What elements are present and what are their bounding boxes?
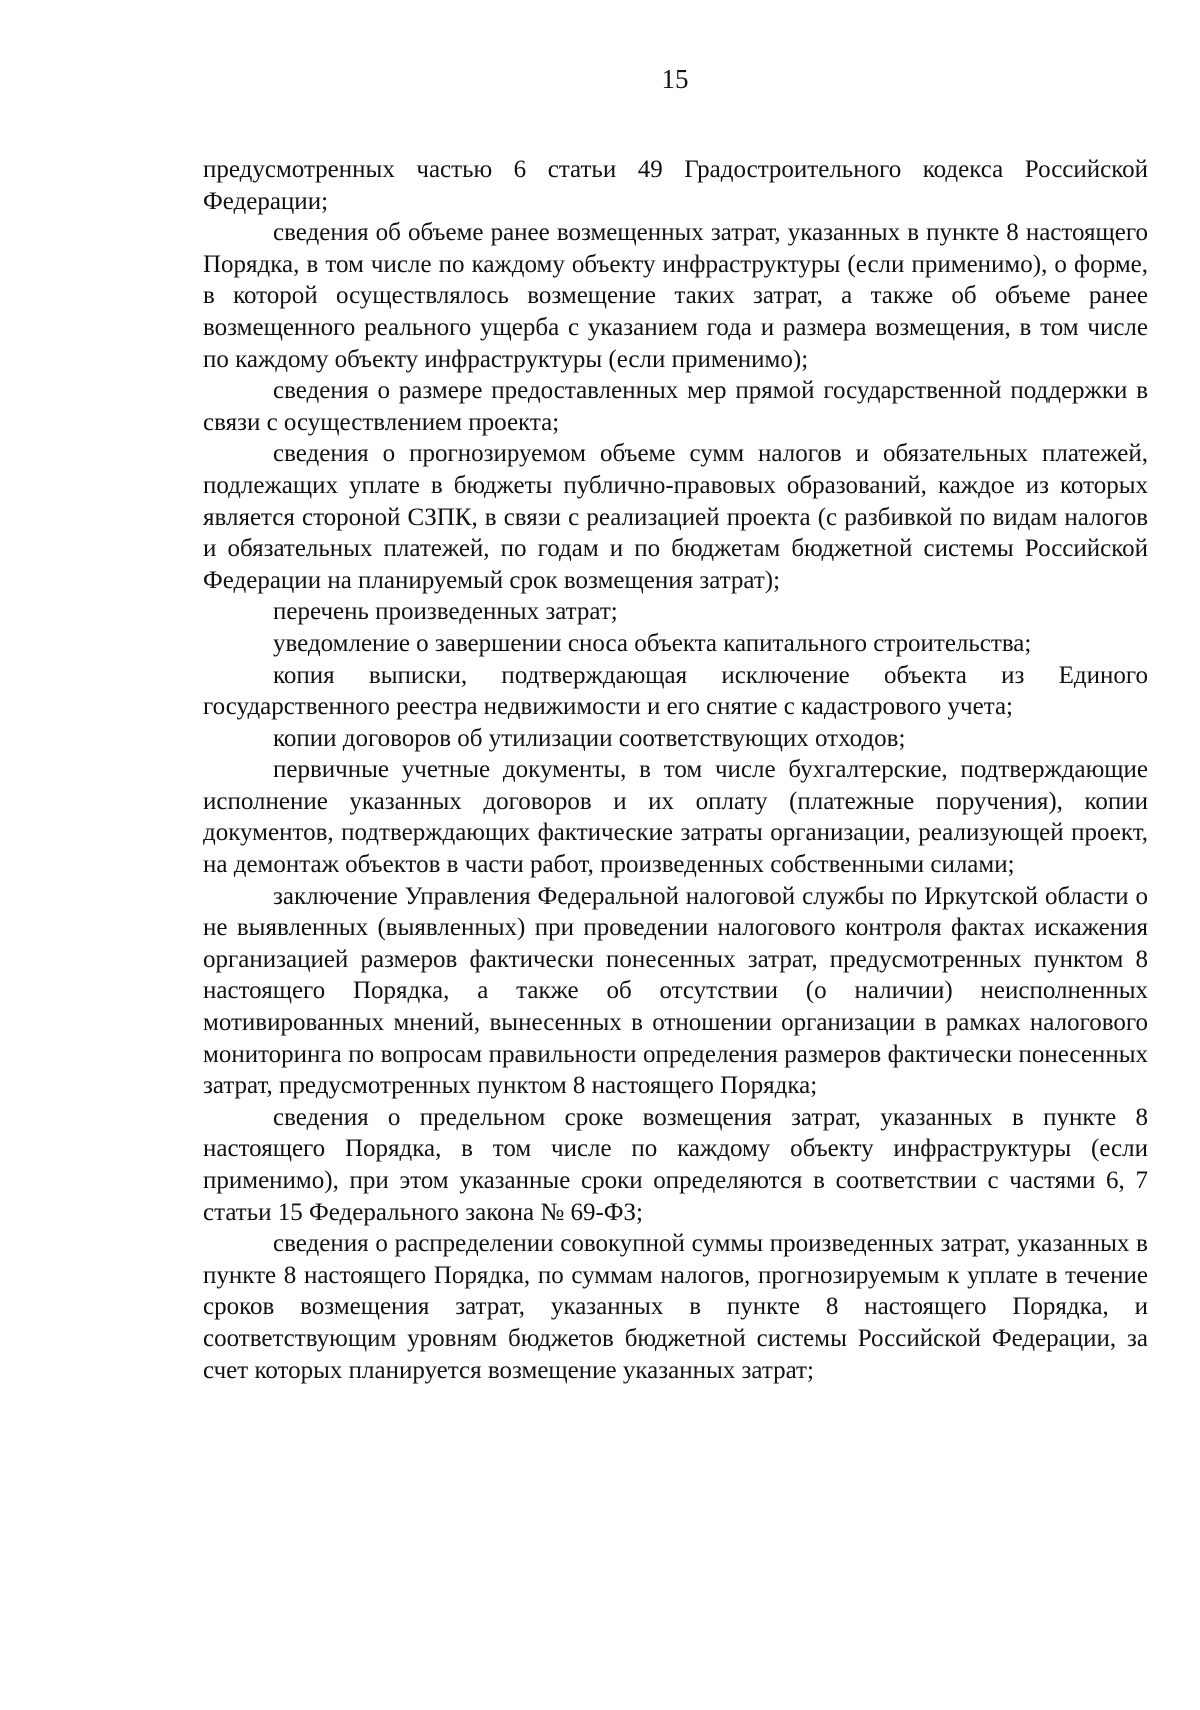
page-number: 15 — [661, 64, 689, 94]
paragraph: первичные учетные документы, в том числе бухгалтерские, подтверждающие исполнение указанных договоров и их оплату (платежные поручения), копии документов, подтверждающих фактические затраты организации, реализующей проект, на демонтаж объектов в части работ, произведенных собственными силами; — [203, 756, 1148, 879]
paragraph: уведомление о завершении сноса объекта капитального строительства; — [273, 629, 1032, 657]
paragraph: сведения о размере предоставленных мер прямой государственной поддержки в связи с осуществлением проекта; — [203, 377, 1148, 436]
document-body — [203, 154, 1148, 1386]
paragraph: заключение Управления Федеральной налоговой службы по Иркутской области о не выявленных (выявленных) при проведении налогового контроля фактах искажения организацией размеров фактически понесенных затрат, предусмотренных пунктом 8 настоящего Порядка, а также об отсутствии (о наличии) неисполненных мотивированных мнений, вынесенных в отношении организации в рамках налогового мониторинга по вопросам правильности определения размеров фактически понесенных затрат, предусмотренных пунктом 8 настоящего Порядка; — [203, 882, 1148, 1100]
paragraph: сведения о распределении совокупной суммы произведенных затрат, указанных в пункте 8 настоящего Порядка, по суммам налогов, прогнозируемым к уплате в течение сроков возмещения затрат, указанных в пункте 8 настоящего Порядка, и соответствующим уровням бюджетов бюджетной системы Российской Федерации, за счет которых планируется возмещение указанных затрат; — [203, 1230, 1148, 1384]
paragraph: копии договоров об утилизации соответствующих отходов; — [273, 724, 906, 752]
paragraph: сведения о прогнозируемом объеме сумм налогов и обязательных платежей, подлежащих уплате в бюджеты публично-правовых образований, каждое из которых является стороной СЗПК, в связи с реализацией проекта (с разбивкой по видам налогов и обязательных платежей, по годам и по бюджетам бюджетной системы Российской Федерации на планируемый срок возмещения затрат); — [203, 440, 1148, 594]
paragraph: сведения об объеме ранее возмещенных затрат, указанных в пункте 8 настоящего Порядка, в том числе по каждому объекту инфраструктуры (если применимо), о форме, в которой осуществлялось возмещение таких затрат, а также об объеме ранее возмещенного реального ущерба с указанием года и размера возмещения, в том числе по каждому объекту инфраструктуры (если применимо); — [203, 219, 1148, 373]
paragraph: сведения о предельном сроке возмещения затрат, указанных в пункте 8 настоящего Порядка, в том числе по каждому объекту инфраструктуры (если применимо), при этом указанные сроки определяются в соответствии с частями 6, 7 статьи 15 Федерального закона № 69-ФЗ; — [203, 1103, 1148, 1226]
paragraph: предусмотренных частью 6 статьи 49 Градостроительного кодекса Российской Федерации; — [203, 156, 1148, 215]
paragraph: перечень произведенных затрат; — [273, 598, 618, 626]
paragraph: копия выписки, подтверждающая исключение объекта из Единого государственного реестра недвижимости и его снятие с кадастрового учета; — [203, 661, 1148, 721]
